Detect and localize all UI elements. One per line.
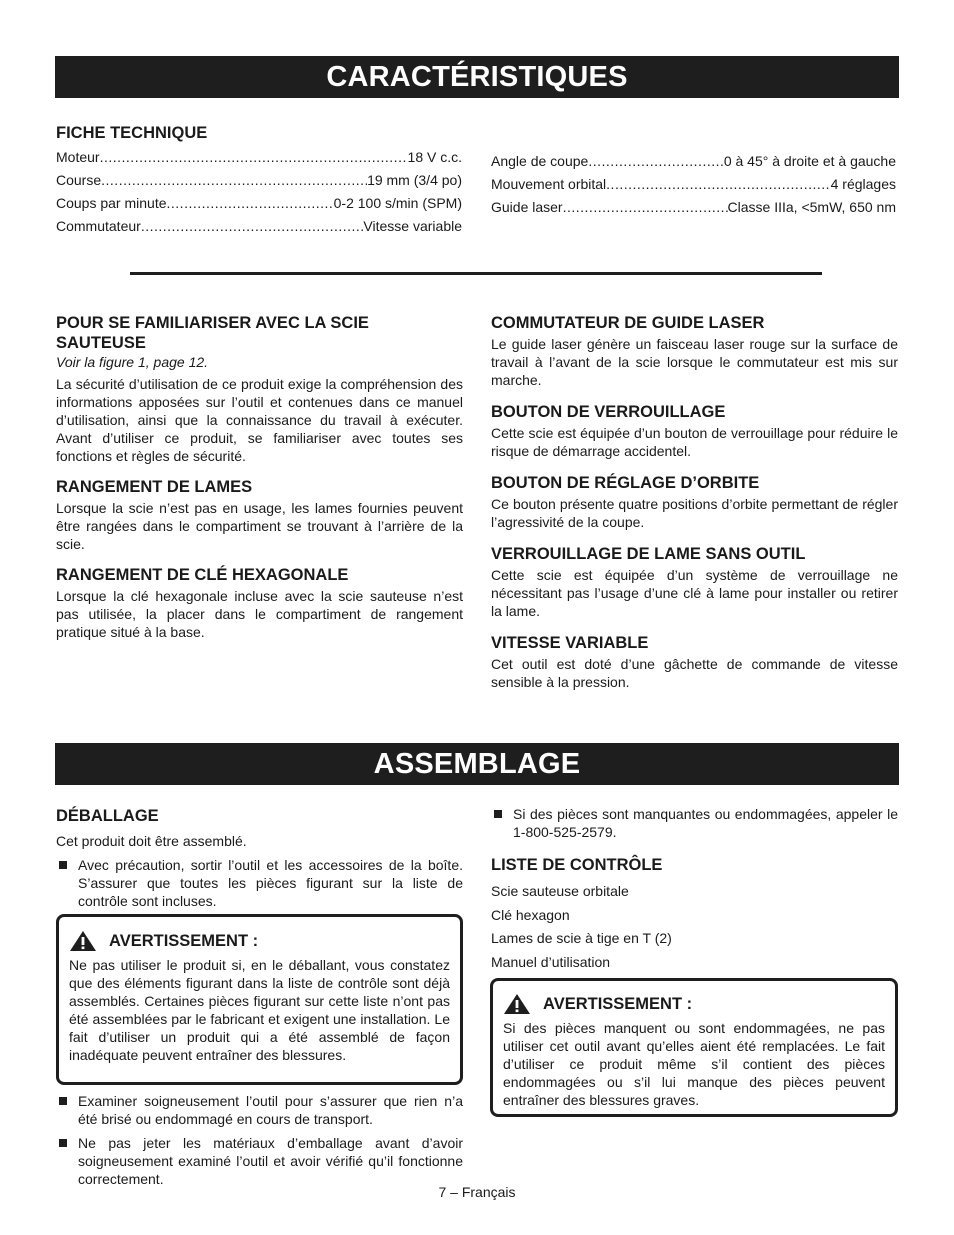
- section-divider: [130, 272, 822, 275]
- bullet-square-icon: [59, 1097, 67, 1105]
- toolless-lock-text: Cette scie est équipée d’un système de verrouillage ne nécessitant pas l’usage d’une clé à lame pour installer ou retirer la lame.: [491, 567, 898, 619]
- toolless-lock-heading: VERROUILLAGE DE LAME SANS OUTIL: [491, 545, 806, 563]
- warning-box-unpacking: [56, 914, 463, 1085]
- unpacking-intro: Cet produit doit être assemblé.: [56, 833, 247, 849]
- warning-triangle-icon: [503, 993, 531, 1015]
- spec-label: Mouvement orbital: [491, 176, 607, 192]
- variable-speed-heading: VITESSE VARIABLE: [491, 634, 649, 652]
- familiarise-text: La sécurité d’utilisation de ce produit exige la compréhension des informations apposées sur l’outil et contenues dans ce manuel d’utilisation, ainsi que la connaissance du travail à exécuter. Avant d’utiliser ce produit, se familiariser avec toutes ses fonctions et règles de sécurité.: [56, 376, 463, 464]
- checklist-item: Clé hexagon: [491, 906, 570, 923]
- orbit-knob-heading: BOUTON DE RÉGLAGE D’ORBITE: [491, 474, 760, 492]
- warning-box-checklist: [490, 978, 898, 1117]
- spec-value: 4 réglages: [830, 176, 896, 192]
- spec-row: [491, 150, 896, 173]
- spec-row: [56, 169, 462, 192]
- figure-reference: Voir la figure 1, page 12.: [56, 354, 209, 370]
- bullet-square-icon: [59, 1139, 67, 1147]
- variable-speed-text: Cet outil est doté d’une gâchette de commande de vitesse sensible à la pression.: [491, 656, 898, 690]
- spec-value: 0-2 100 s/min (SPM): [333, 195, 462, 211]
- hex-key-text: Lorsque la clé hexagonale incluse avec la scie sauteuse n’est pas utilisée, la placer dans le compartiment de rangement pratique situé à la base.: [56, 588, 463, 640]
- orbit-knob-text: Ce bouton présente quatre positions d’orbite permettant de régler l’agressivité de la coupe.: [491, 496, 898, 530]
- assembly-left-column: [56, 806, 463, 910]
- list-item: Examiner soigneusement l’outil pour s’assurer que rien n’a été brisé ou endommagé en cours de transport.: [56, 1092, 463, 1128]
- warning-title: AVERTISSEMENT :: [109, 931, 259, 950]
- spec-value: Classe IIIa, <5mW, 650 nm: [727, 199, 896, 215]
- familiarise-heading: POUR SE FAMILIARISER AVEC LA SCIE SAUTEUSE: [56, 314, 369, 352]
- spec-row: [56, 146, 462, 169]
- unpacking-heading: DÉBALLAGE: [56, 807, 159, 825]
- list-item: Ne pas jeter les matériaux d’emballage avant d’avoir soigneusement examiné l’outil et avoir vérifié qu’il fonctionne correctement.: [56, 1134, 463, 1188]
- warning-title: AVERTISSEMENT :: [543, 994, 693, 1013]
- warning-header: [69, 930, 450, 952]
- list-item: Si des pièces sont manquantes ou endommagées, appeler le 1-800-525-2579.: [491, 805, 898, 841]
- spec-row: [56, 192, 462, 215]
- bullet-square-icon: [59, 861, 67, 869]
- specs-right: [491, 150, 896, 219]
- features-right-column: [491, 313, 898, 691]
- spec-label: Commutateur: [56, 218, 141, 234]
- spec-row: [491, 173, 896, 196]
- spec-row: [56, 215, 462, 238]
- spec-value: 18 V c.c.: [407, 149, 462, 165]
- spec-label: Moteur: [56, 149, 100, 165]
- laser-switch-heading: COMMUTATEUR DE GUIDE LASER: [491, 314, 765, 332]
- warning-text: Si des pièces manquent ou sont endommagées, ne pas utiliser cet outil avant qu’elles aient été remplacées. Le fait d’utiliser ce produit même s’il contient des pièces endommagées ou s’il lui manque des pièces peuvent entraîner des blessures graves.: [503, 1020, 885, 1108]
- spec-value: Vitesse variable: [363, 218, 462, 234]
- section-banner-caracteristiques: CARACTÉRISTIQUES: [55, 56, 899, 98]
- assembly-right-column: [491, 805, 898, 974]
- warning-header: [503, 993, 885, 1015]
- lock-button-heading: BOUTON DE VERROUILLAGE: [491, 403, 726, 421]
- blade-storage-text: Lorsque la scie n’est pas en usage, les lames fournies peuvent être rangées dans le compartiment se trouvant à l’arrière de la scie.: [56, 500, 463, 552]
- spec-row: [491, 196, 896, 219]
- checklist-item: Scie sauteuse orbitale: [491, 883, 629, 899]
- checklist-item: Manuel d’utilisation: [491, 953, 611, 970]
- assembly-left-bullets: [56, 1092, 463, 1188]
- warning-text: Ne pas utiliser le produit si, en le déballant, vous constatez que des éléments figurant dans la liste de contrôle sont déjà assemblés. Certaines pièces figurant sur cette liste n’ont pas été assemblées par le fabricant et exigent une installation. Le fait d’utiliser un produit qui a été assemblé de façon inadéquate peuvent entraîner des blessures.: [69, 957, 450, 1063]
- laser-switch-text: Le guide laser génère un faisceau laser rouge sur la surface de travail à l’avant de la scie lorsque le commutateur est mis sur marche.: [491, 336, 898, 388]
- hex-key-heading: RANGEMENT DE CLÉ HEXAGONALE: [56, 566, 349, 584]
- checklist-heading: LISTE DE CONTRÔLE: [491, 856, 663, 874]
- spec-label: Coups par minute: [56, 195, 167, 211]
- section-banner-assemblage: ASSEMBLAGE: [55, 743, 899, 785]
- bullet-square-icon: [494, 810, 502, 818]
- specs-left: [56, 123, 462, 238]
- spec-value: 19 mm (3/4 po): [367, 172, 462, 188]
- lock-button-text: Cette scie est équipée d’un bouton de verrouillage pour réduire le risque de démarrage accidentel.: [491, 425, 898, 459]
- list-item: Avec précaution, sortir l’outil et les accessoires de la boîte. S’assurer que toutes les pièces figurant sur la liste de contrôle sont incluses.: [56, 856, 463, 910]
- spec-label: Course: [56, 172, 102, 188]
- warning-triangle-icon: [69, 930, 97, 952]
- spec-label: Guide laser: [491, 199, 563, 215]
- spec-label: Angle de coupe: [491, 153, 589, 169]
- page-footer: 7 – Français: [438, 1184, 516, 1200]
- features-left-column: [56, 313, 463, 641]
- specs-heading: FICHE TECHNIQUE: [56, 124, 208, 142]
- spec-value: 0 à 45° à droite et à gauche: [723, 153, 896, 169]
- blade-storage-heading: RANGEMENT DE LAMES: [56, 478, 253, 496]
- checklist-item: Lames de scie à tige en T (2): [491, 930, 672, 946]
